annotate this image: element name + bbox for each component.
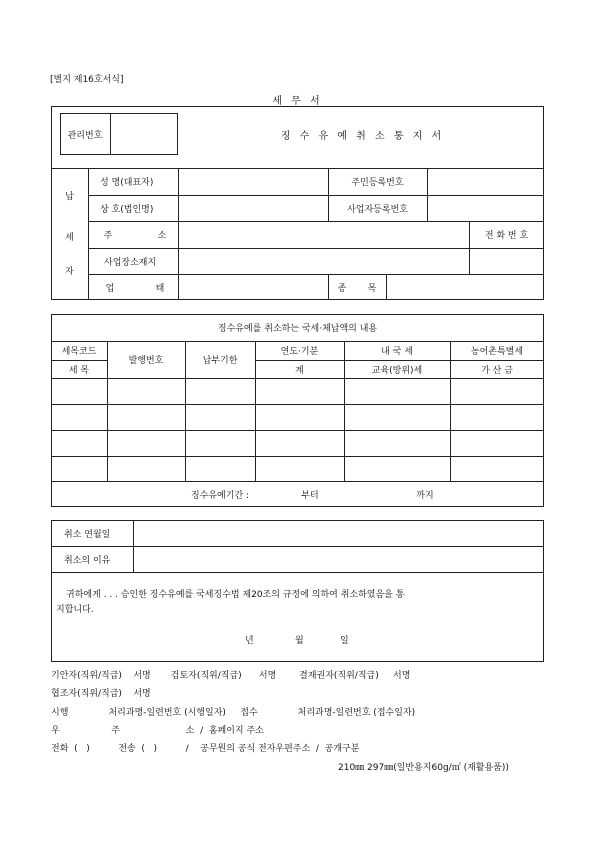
resident-no-field[interactable] [427, 168, 544, 195]
biz-location-label: 사업장소재지 [104, 257, 157, 268]
col-divider [328, 274, 329, 300]
period-to: 까지 [416, 490, 434, 501]
business-no-field[interactable] [427, 195, 544, 221]
name-label: 성 명(대표자) [100, 178, 154, 188]
col-penalty: 가 산 금 [481, 365, 513, 376]
notice-line-1: 귀하에게 . . . 승인한 징수유예를 국세징수법 제20조의 규정에 의하여 취소하였음을 통 [66, 590, 405, 600]
name-field[interactable] [178, 168, 328, 195]
date-year: 년 [245, 636, 254, 646]
contact-line: 전화 ( ) 전송 ( ) / 공무원의 공식 전자우편주소 / 공개구분 [51, 744, 360, 754]
company-label: 상 호(법인명) [100, 204, 154, 215]
company-field[interactable] [178, 195, 328, 221]
cancel-date-label: 취소 연월일 [64, 529, 111, 540]
taxpayer-label-1: 납 [65, 191, 74, 202]
row-divider [51, 378, 544, 379]
approval-line: 기안자(직위/직급) 서명 검토자(직위/직급) 서명 결재권자(직위/직급) 서명 [51, 671, 411, 681]
period-label: 징수유예기간 : [190, 490, 250, 501]
paper-spec: 210㎜ 297㎜(일반용지60g/㎡ (재활용품)) [338, 763, 509, 773]
tax-detail-title: 징수유예를 취소하는 국세·체납액의 내용 [217, 324, 378, 334]
notice-title: 징 수 유 예 취 소 통 지 서 [280, 130, 445, 142]
row-divider [51, 572, 544, 573]
row-divider [51, 430, 544, 431]
col-total: 계 [295, 365, 304, 376]
resident-no-label: 주민등록번호 [351, 178, 404, 188]
col-issue-no: 발행번호 [128, 356, 164, 366]
date-day: 일 [340, 636, 349, 646]
mgmt-number-label: 관리번호 [67, 130, 103, 141]
row-divider [51, 456, 544, 457]
col-divider [88, 168, 89, 300]
cooperator-line: 협조자(직위/직급) 서명 [51, 689, 151, 699]
phone-label: 전 화 번 호 [484, 231, 529, 241]
biz-item-field[interactable] [386, 274, 544, 300]
date-month: 월 [295, 636, 304, 646]
col-tax-code: 세목코드 [61, 347, 97, 357]
col-tax-item: 세 목 [68, 365, 90, 376]
business-no-label: 사업자등록번호 [347, 204, 408, 215]
notice-line-2: 지합니다. [56, 605, 94, 615]
col-due-date: 납부기한 [202, 356, 238, 366]
col-rural-tax: 농어촌특별세 [470, 347, 524, 357]
row-divider [51, 404, 544, 405]
col-education-tax: 교육(방위)세 [371, 365, 423, 376]
biz-type-field[interactable] [178, 274, 328, 300]
address-label-a: 주 [103, 231, 113, 241]
taxpayer-label-3: 자 [65, 266, 74, 277]
period-from: 부터 [301, 490, 319, 501]
enforcement-line: 시행 처리과명-일련번호 (시행일자) 접수 처리과명-일련번호 (접수일자) [51, 708, 416, 718]
mgmt-number-value[interactable] [110, 113, 178, 155]
address-field[interactable] [178, 221, 469, 248]
biz-item-label-b: 목 [367, 283, 377, 294]
biz-type-label-a: 업 [105, 283, 115, 294]
taxpayer-label-2: 세 [65, 232, 74, 243]
biz-type-label-b: 태 [155, 283, 165, 294]
col-year: 연도·기분 [280, 347, 319, 357]
address-label-b: 소 [157, 231, 167, 241]
col-national-tax: 내 국 세 [381, 347, 413, 357]
tax-office-heading: 세 무 서 [272, 96, 323, 107]
cancel-reason-label: 취소의 이유 [64, 555, 111, 566]
form-number-label: [별지 제16호서식] [50, 75, 124, 85]
notice-statement [56, 588, 546, 618]
cancel-date-field[interactable] [133, 520, 544, 546]
biz-item-label-a: 종 [337, 283, 347, 294]
biz-location-field[interactable] [178, 248, 469, 274]
cancel-reason-field[interactable] [133, 546, 544, 572]
address-line: 우 주 소 / 홈페이지 주소 [51, 726, 264, 736]
